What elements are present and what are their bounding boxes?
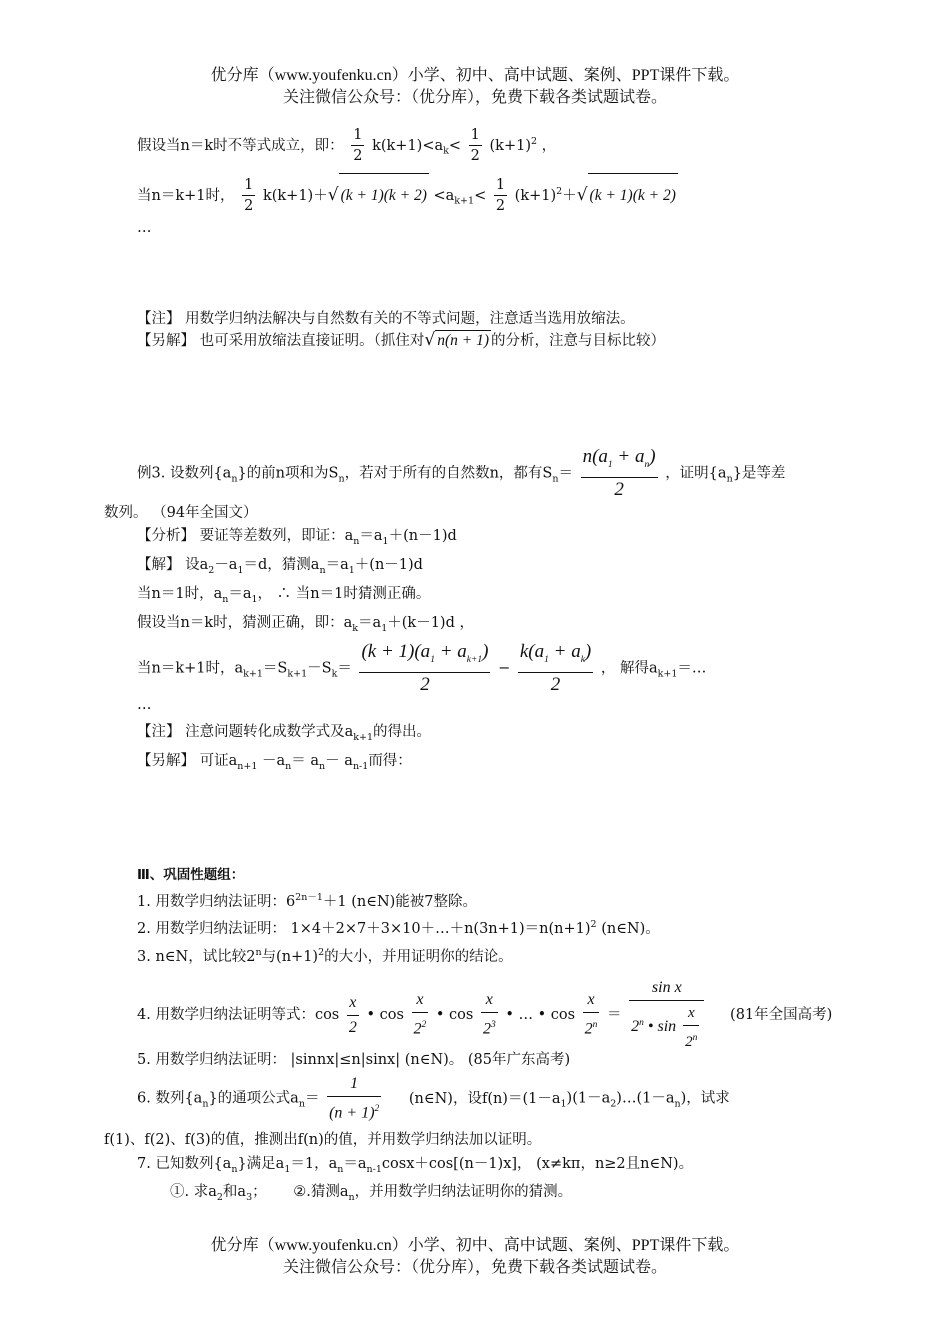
step2-mid-2: －S (307, 660, 332, 677)
q3-mid: 与(n+1) (261, 948, 319, 965)
frac-num-3: ) (649, 446, 656, 467)
step-expr: k(k+1)＋ (262, 187, 328, 204)
q2-sup: 2 (590, 919, 597, 930)
sub-2-2: 2 (610, 1098, 617, 1110)
fraction-half: $\frac{1}{2}$ (353, 127, 363, 165)
alt2-text: 可证a (199, 753, 238, 769)
solution-mid-3: ＝a (325, 557, 349, 573)
note2-tail: 的得出。 (373, 724, 432, 740)
ex3-text: 例3. 设数列{a (137, 465, 232, 482)
exercise-title: Ⅲ、巩固性题组： (137, 867, 245, 883)
sub-n-7: n (222, 593, 229, 605)
q6-tail-4: )，试求 (680, 1090, 730, 1107)
exercise-1 (137, 888, 477, 912)
sub-1: 1 (382, 535, 389, 547)
assumption-sub: k (443, 145, 449, 157)
f1-num-2: + a (434, 641, 467, 662)
f2-den: 2 (550, 673, 561, 695)
q4-dot-2: • cos (435, 1007, 474, 1023)
exercise-6-cont: f(1)、f(2)、f(3)的值，推测出f(n)的值，并用数学归纳法加以证明。 (104, 1132, 542, 1148)
q6-eq: ＝ (304, 1090, 320, 1107)
sub-n-4: n (726, 473, 733, 485)
solution-tail: ＋(n－1)d (354, 557, 423, 573)
exercise-6 (137, 1072, 730, 1130)
frac-den: 2 (614, 478, 624, 500)
q4-x-5: x (683, 1001, 699, 1026)
note-text: 用数学归纳法解决与自然数有关的不等式问题，注意适当选用放缩法。 (185, 311, 635, 327)
analysis-text: 要证等差数列，即证：a (199, 528, 354, 544)
step-fraction-1: $\frac{(k + 1)(a_1 + a_{k+1})}{2}$ (361, 641, 489, 695)
assume-mid: ＝a (358, 615, 382, 631)
solution-mid: －a (214, 557, 238, 573)
sub-1-4: 1 (251, 593, 258, 605)
q6-tail-2: )(1－a (566, 1090, 611, 1107)
frac-num: n(a (582, 446, 608, 467)
sub-n-3: n (552, 473, 559, 485)
sub-n-minus-1-2: n-1 (366, 1163, 382, 1175)
q6-num: 1 (327, 1072, 381, 1097)
f1-num: (k + 1)(a (361, 641, 431, 662)
step-lt: < (474, 187, 487, 204)
sub-2-3: 2 (216, 1191, 223, 1203)
sqrt-sign: √ (327, 184, 339, 205)
sub-k-2: k (331, 668, 338, 680)
ellipsis-2: … (137, 697, 152, 713)
ellipsis: … (137, 220, 152, 236)
solution-text: 设a (185, 557, 209, 573)
q6-tail: (n∈N)，设f(n)＝(1－a (408, 1090, 561, 1107)
sub-n-minus-1: n-1 (352, 760, 369, 772)
assumption-line (137, 120, 556, 174)
step-tail: (k+1) (514, 187, 557, 204)
q4-x: x (347, 991, 359, 1016)
base-text: 当n＝1时，a (137, 586, 223, 602)
q7-sub2b: ，并用数学归纳法证明你的猜测。 (354, 1184, 573, 1200)
solution-mid-2: ＝d，猜测a (243, 557, 320, 573)
q4-dots: • … • cos (505, 1007, 576, 1023)
solution-line (137, 555, 423, 581)
q7-sub1: ①. 求a (170, 1184, 217, 1200)
alt2-mid-3: － a (325, 753, 353, 769)
q4-rden: 2 (631, 1018, 640, 1036)
q3-sup-2: 2 (318, 947, 325, 958)
fraction-half-2: $\frac{1}{2}$ (470, 127, 480, 165)
exercise-7 (137, 1154, 693, 1180)
note2-text: 注意问题转化成数学式及a (185, 724, 354, 740)
sub-1-2: 1 (237, 564, 244, 576)
assumption-line-2 (137, 613, 474, 639)
q4-frac-1: $\frac{x}{2}$ (347, 991, 359, 1040)
induction-step-line (137, 170, 678, 224)
step2-minus: − (498, 660, 511, 677)
page-footer-line2: 关注微信公众号：（优分库），免费下载各类试题试卷。 (282, 1259, 667, 1276)
q7-sub1b: 和a (222, 1184, 247, 1200)
analysis-label: 【分析】 (137, 528, 195, 544)
sub-n-11: n (298, 1098, 305, 1110)
q1-sup: 2n－1 (295, 892, 323, 903)
step-exp: 2 (556, 186, 563, 197)
alt-text-2: 的分析，注意与目标比较） (491, 333, 665, 349)
page-footer-line1: 优分库（www.youfenku.cn）小学、初中、高中试题、案例、PPT课件下载。 (210, 1237, 740, 1254)
q7-text: 7. 已知数列{a (137, 1156, 232, 1172)
alt2-mid-2: ＝ a (291, 753, 320, 769)
q4-frac-3: $\frac{x}{2^3}$ (481, 988, 498, 1041)
sqrt-expr-2: (k + 1)(k + 2) (588, 173, 678, 218)
sub-n-2: n (338, 473, 345, 485)
sub-k: k (352, 622, 359, 634)
q1-tail: ＋1 (n∈N)能被7整除。 (322, 893, 478, 910)
q4-rden-2: • sin (643, 1018, 677, 1036)
assumption-end: ， (541, 137, 557, 154)
q6-text: 6. 数列{a (137, 1090, 203, 1107)
sub-n-10: n (202, 1098, 209, 1110)
sum-fraction: $\frac{n(a_1 + a_n)}{2}$ (582, 446, 656, 500)
analysis-tail-2: ＋(n－1)d (388, 528, 457, 544)
assumption-prefix: 假设当n＝k时不等式成立，即： (137, 137, 344, 154)
solution-label: 【解】 (137, 557, 181, 573)
alt-label: 【另解】 (137, 333, 195, 349)
step2-tail: ， 解得a (600, 660, 658, 677)
sqrt-expr: (k + 1)(k + 2) (339, 173, 429, 218)
sub-1-7: 1 (284, 1163, 291, 1175)
example3-intro-cont: 数列。 （94年全国文） (104, 505, 258, 521)
alt2-mid: －a (257, 753, 286, 769)
f2-num-3: ) (584, 641, 592, 662)
frac-num-2: + a (612, 446, 645, 467)
sub-1-5: 1 (381, 622, 388, 634)
alt-solution-line (137, 330, 665, 351)
assume-tail: ＋(k－1)d ， (387, 615, 474, 631)
sqrt-sign-2: √ (576, 184, 588, 205)
sub-n-15: n (348, 1191, 355, 1203)
sub-n-8: n (285, 760, 292, 772)
step2-tail-2: ＝… (677, 660, 707, 677)
sub-n: n (231, 473, 238, 485)
sub-n1: n+1 (237, 760, 258, 772)
q6-fraction: $\frac{1}{(n + 1)^2}$ (327, 1072, 381, 1125)
f1-den: 2 (420, 673, 430, 695)
f2-num-2: + a (548, 641, 581, 662)
ex3-text-2: }的前n项和为S (237, 465, 339, 482)
note-line-2 (137, 722, 431, 748)
sub-n-13: n (231, 1163, 238, 1175)
q3-sup: n (255, 947, 262, 958)
assumption-expr: k(k+1)<a (372, 137, 444, 154)
step-plus: ＋ (562, 187, 577, 204)
sub-1-6: 1 (560, 1098, 567, 1110)
sub-k1-4: k+1 (353, 731, 374, 743)
sub-3: 3 (246, 1191, 253, 1203)
q1-text: 1. 用数学归纳法证明：6 (137, 893, 296, 910)
alt-text: 也可采用放缩法直接证明。（抓住对 (199, 333, 425, 349)
exercise-7-sub (170, 1182, 572, 1208)
ex3-text-3: ，若对于所有的自然数n，都有S (344, 465, 553, 482)
q3-tail: 的大小，并用证明你的结论。 (324, 948, 513, 965)
assume-text: 假设当n＝k时，猜测正确，即：a (137, 615, 353, 631)
q7-mid-3: ＝a (343, 1156, 367, 1172)
step-prefix: 当n＝k+1时， (137, 187, 235, 204)
sub-n-9: n (319, 760, 326, 772)
exercise-3 (137, 943, 513, 967)
q4-note: (81年全国高考) (730, 1007, 833, 1023)
ex3-eq: ＝ (558, 465, 573, 482)
step2-eq: ＝ (337, 660, 352, 677)
sub-2: 2 (208, 564, 215, 576)
q4-rhs-frac: sin x 2$^n$ • sin $\frac{x}{2^n}$ (629, 976, 704, 1054)
sub-k1-3: k+1 (657, 668, 678, 680)
sub-1-3: 1 (348, 564, 355, 576)
q7-mid-2: ＝1，a (290, 1156, 338, 1172)
step-sub: k+1 (454, 195, 475, 207)
fraction-half-3: $\frac{1}{2}$ (244, 177, 254, 215)
base-mid: ＝a (228, 586, 252, 602)
sub-k1-2: k+1 (287, 668, 308, 680)
sqrt-expr-3: n(n + 1) (437, 332, 489, 349)
q4-eq: ＝ (607, 1007, 622, 1023)
sub-k1: k+1 (243, 668, 263, 680)
assumption-lt: < (448, 137, 462, 154)
step-line-2 (137, 640, 706, 701)
assumption-tail: (k+1) (489, 137, 531, 154)
alt2-label: 【另解】 (137, 753, 195, 769)
note2-label: 【注】 (137, 724, 181, 740)
sqrt-sign-3: √ (424, 330, 436, 350)
alt-solution-line-2 (137, 751, 412, 777)
f2-num: k(a (519, 641, 545, 662)
exercise-2 (137, 915, 660, 939)
q4-rnum: sin x (629, 976, 704, 1001)
f1-num-3: ) (482, 641, 489, 662)
q7-mid: }满足a (237, 1156, 285, 1172)
step2-mid: ＝S (262, 660, 288, 677)
q6-tail-3: )…(1－a (616, 1090, 675, 1107)
alt2-tail: 而得： (368, 753, 412, 769)
example3-intro (137, 445, 785, 506)
assumption-exp: 2 (531, 136, 538, 147)
q4-x-4: x (583, 988, 600, 1013)
q6-mid: }的通项公式a (208, 1090, 299, 1107)
q4-x-3: x (481, 988, 498, 1013)
q7-sub2: ②.猜测a (293, 1184, 349, 1200)
fraction-half-4: $\frac{1}{2}$ (495, 177, 506, 215)
base-case-line (137, 584, 430, 610)
q4-frac-4: $\frac{x}{2^n}$ (583, 988, 600, 1041)
ex3-text-4: ，证明{a (665, 465, 727, 482)
note-line (137, 309, 635, 329)
q2-tail: (n∈N)。 (596, 920, 660, 937)
page-header-line1: 优分库（www.youfenku.cn）小学、初中、高中试题、案例、PPT课件下载。 (210, 67, 740, 84)
q7-tail: cosx＋cos[(n－1)x]， (x≠kπ，n≥2且n∈N)。 (381, 1156, 694, 1172)
step-mid: <a (433, 187, 455, 204)
page-header-line2: 关注微信公众号：（优分库），免费下载各类试题试卷。 (282, 89, 667, 106)
base-tail: ， ∴ 当n＝1时猜测正确。 (257, 586, 431, 602)
exercise-4 (137, 976, 832, 1054)
step2-text: 当n＝k+1时，a (137, 660, 244, 677)
q2-text: 2. 用数学归纳法证明： 1×4＋2×7＋3×10＋…＋n(3n+1)＝n(n+1) (137, 920, 591, 937)
analysis-tail: ＝a (359, 528, 383, 544)
sub-n-6: n (319, 564, 326, 576)
exercise-5: 5. 用数学归纳法证明： |sinnx|≤n|sinx| (n∈N)。 (85年广东高考) (137, 1052, 571, 1068)
sub-n-14: n (337, 1163, 344, 1175)
q7-sub1c: ； (252, 1184, 267, 1200)
sub-n-5: n (353, 535, 360, 547)
note-label: 【注】 (137, 311, 181, 327)
q6-den: (n + 1) (329, 1104, 375, 1122)
q4-x-2: x (412, 988, 429, 1013)
sub-n-12: n (674, 1098, 681, 1110)
analysis-line (137, 526, 457, 552)
step-fraction-2: $\frac{k(a_1 + a_k)}{2}$ (519, 641, 592, 695)
q4-frac-2: $\frac{x}{2^2}$ (412, 988, 429, 1041)
q4-text: 4. 用数学归纳法证明等式：cos (137, 1007, 340, 1023)
ex3-text-5: }是等差 (732, 465, 786, 482)
q4-dot: • cos (366, 1007, 404, 1023)
q3-text: 3. n∈N，试比较2 (137, 948, 256, 965)
